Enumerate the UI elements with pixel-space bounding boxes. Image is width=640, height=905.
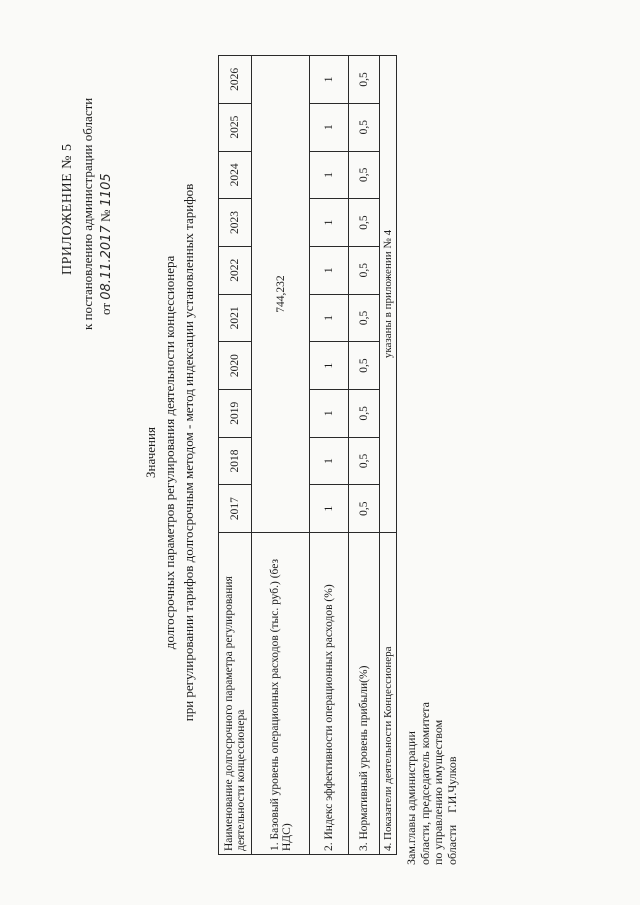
- row-label: 3. Нормативный уровень прибыли(%): [349, 533, 380, 855]
- table-cell: 1: [310, 342, 349, 390]
- table-cell: 1: [310, 199, 349, 247]
- table-cell: 1: [310, 56, 349, 104]
- signature-line: области, председатель комитета: [417, 702, 432, 865]
- year-header: 2025: [219, 103, 252, 151]
- table-cell: 0,5: [349, 485, 380, 533]
- year-header: 2017: [219, 485, 252, 533]
- decree-date-line: [98, 173, 114, 315]
- date-prefix: от: [98, 302, 113, 315]
- year-header: 2022: [219, 246, 252, 294]
- signature-block: [405, 702, 459, 865]
- document-title: Значения: [143, 427, 158, 478]
- table-cell: 1: [310, 246, 349, 294]
- signature-line: по управлению имуществом: [431, 719, 445, 865]
- table-header-row: [219, 56, 252, 855]
- row-label: 2. Индекс эффективности операционных расходов (%): [310, 533, 349, 855]
- year-header: 2026: [219, 56, 252, 104]
- table-cell: 0,5: [349, 246, 380, 294]
- table-cell: 0,5: [349, 56, 380, 104]
- year-header: 2020: [219, 342, 252, 390]
- decree-reference: к постановлению администрации области: [80, 97, 95, 330]
- signature-line: Зам.главы администрации: [404, 731, 418, 865]
- signature-region: области: [444, 824, 459, 865]
- table-cell: 0,5: [349, 389, 380, 437]
- table-cell: 1: [310, 103, 349, 151]
- parameters-table: [218, 55, 397, 855]
- table-cell: 0,5: [349, 199, 380, 247]
- table-row: [310, 56, 349, 855]
- table-cell: 1: [310, 485, 349, 533]
- table-cell: 0,5: [349, 151, 380, 199]
- appendix-heading: ПРИЛОЖЕНИЕ № 5: [60, 143, 75, 275]
- row-label: 4. Показатели деятельности Концессионера: [380, 533, 397, 855]
- document-subtitle-1: долгосрочных параметров регулирования деятельности концессионера: [162, 255, 177, 650]
- table-cell: 0,5: [349, 103, 380, 151]
- signature-line: [446, 702, 460, 865]
- table-cell: 1: [310, 437, 349, 485]
- year-header: 2019: [219, 389, 252, 437]
- parameter-name-header: Наименование долгосрочного параметра регулирования деятельности концессионера: [219, 533, 252, 855]
- year-header: 2023: [219, 199, 252, 247]
- table-cell: 0,5: [349, 294, 380, 342]
- year-header: 2024: [219, 151, 252, 199]
- table-cell: 0,5: [349, 437, 380, 485]
- row-label: 1. Базовый уровень операционных расходов (тыс. руб.) (без НДС): [252, 533, 310, 855]
- table-row: [252, 56, 310, 855]
- merged-value: указаны в приложении № 4: [380, 56, 397, 533]
- year-header: 2018: [219, 437, 252, 485]
- table-cell: 1: [310, 151, 349, 199]
- year-header: 2021: [219, 294, 252, 342]
- table-cell: 0,5: [349, 342, 380, 390]
- document-subtitle-2: при регулировании тарифов долгосрочным методом - метод индексации установленных тарифов: [181, 183, 196, 722]
- signatory-name: Г.И.Чулков: [444, 756, 459, 813]
- merged-value: 744,232: [252, 56, 310, 533]
- table-cell: 1: [310, 294, 349, 342]
- handwritten-date: 08.11.2017: [99, 225, 114, 300]
- handwritten-number: 1105: [99, 173, 114, 207]
- table-cell: 1: [310, 389, 349, 437]
- number-prefix: №: [98, 209, 113, 223]
- table-row: [380, 56, 397, 855]
- table-row: [349, 56, 380, 855]
